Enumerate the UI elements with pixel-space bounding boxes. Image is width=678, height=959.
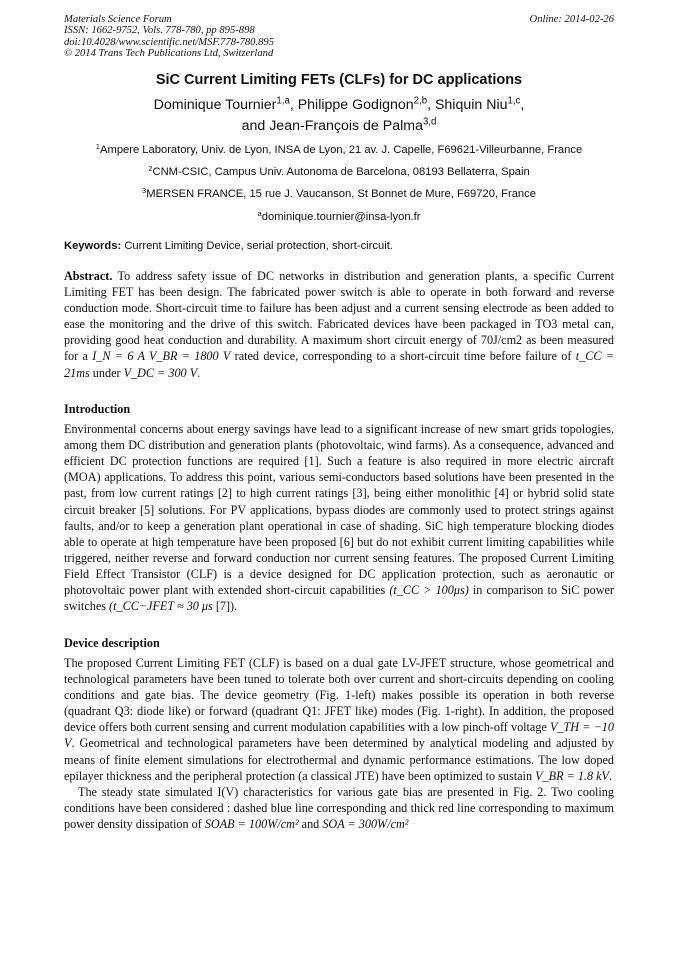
author-name: and Jean-François de Palma — [241, 117, 423, 134]
author-list: Dominique Tournier$^{1,a}$, Philippe Godignon$^{2,b}$, Shiquin Niu$^{1,c}$, and Jean-François de Palma$^{3,d}$ — [153, 95, 525, 134]
math-inline: I_N = 6 A V_BR = 1800 V — [92, 349, 231, 364]
math-inline: (t_CC−JFET ≈ 30 μs — [109, 599, 213, 614]
math-inline: SOA = 300W/cm² — [322, 817, 409, 832]
online-date: Online: 2014-02-26 — [529, 14, 614, 25]
author-name: Shiquin Niu — [434, 96, 508, 113]
issn-line: ISSN: 1662-9752, Vols. 778-780, pp 895-898 — [64, 25, 255, 37]
device-paragraph-1: The proposed Current Limiting FET (CLF) is based on a dual gate LV-JFET structure, whose geometrical and technological parameters have been tuned to tolerate both over current and short-circuits depending on cooling conditions and gate bias. The device geometry (Fig. 1-left) makes possible its operation in both reverse (quadrant Q3: diode like) or forward (quadrant Q1: JFET like) modes (Fig. 1-right). In addition, the proposed device offers both current sensing and current modulation capabilities with a low pinch-off voltage V_TH = −10 V. Geometrical and technological parameters have been determined by analytical modeling and adjusted by means of finite element simulations for electrothermal and dynamic performance estimations. The low doped epilayer thickness and the peripheral protection (a classical JTE) have been optimized to sustain V_BR = 1.8 kV. — [64, 655, 614, 783]
math-inline: SOAB = 100W/cm² — [204, 817, 299, 832]
author-name: Dominique Tournier — [153, 96, 277, 113]
keywords-text: Current Limiting Device, serial protection, short-circuit. — [124, 239, 393, 252]
author-affil-sup: 2,b — [413, 95, 428, 107]
keywords-label: Keywords: — [64, 239, 122, 252]
math-inline: V_TH = −10 V — [64, 720, 614, 751]
copyright-line: © 2014 Trans Tech Publications Ltd, Switzerland — [64, 48, 274, 60]
journal-name: Materials Science Forum — [64, 14, 172, 25]
author-affil-sup: 1,a — [276, 95, 290, 107]
section-heading-device-description: Device description — [64, 635, 160, 650]
math-inline: t_CC = 21ms — [64, 349, 615, 380]
section-heading-introduction: Introduction — [64, 401, 131, 416]
math-inline: (t_CC > 100μs) — [389, 583, 469, 598]
device-paragraph-2: The steady state simulated I(V) characteristics for various gate bias are presented in Fig. 2. Two cooling conditions have been considered : dashed blue line corresponding and thick red line corresponding to maximum power density dissipation of SOAB = 100W/cm² and SOA = 300W/cm² — [64, 784, 614, 832]
affiliation-2: $^2$CNM-CSIC, Campus Univ. Autonoma de Barcelona, 08193 Bellaterra, Spain — [148, 163, 530, 178]
journal-header — [64, 14, 614, 60]
affiliation-list — [64, 139, 614, 228]
keywords — [64, 238, 614, 254]
author-affil-sup: 1,c — [507, 95, 521, 107]
author-name: Philippe Godignon — [297, 96, 414, 113]
abstract-label: Abstract. — [64, 268, 113, 283]
math-inline: V_BR = 1.8 kV — [535, 768, 609, 783]
affiliation-3: $^3$MERSEN FRANCE, 15 rue J. Vaucanson, St Bonnet de Mure, F69720, France — [142, 185, 536, 200]
paper-title: SiC Current Limiting FETs (CLFs) for DC applications — [155, 71, 523, 88]
author-email[interactable]: $^a$dominique.tournier@insa-lyon.fr — [257, 208, 421, 223]
affiliation-1: $^1$Ampere Laboratory, Univ. de Lyon, INSA de Lyon, 21 av. J. Capelle, F69621-Villeurbanne, France — [95, 141, 583, 156]
math-inline: V_DC = 300 V — [123, 365, 198, 380]
author-affil-sup: 3,d — [422, 116, 437, 128]
introduction-paragraph: Environmental concerns about energy savings have lead to a significant increase of new smart grids topologies, among them DC distribution and generation plants (photovoltaic, wind farms). As a consequence, advanced and efficient DC protection functions are required [1]. Such a feature is also required in more electric aircraft (MOA) applications. To address this point, various semi-conductors based solutions have been presented in the past, from low current ratings [2] to high current ratings [3], being either monolithic [4] or hybrid solid state circuit breaker [5] solutions. For PV applications, bypass diodes are commonly used to protect strings against faults, and/or to keep a generation plant operational in case of shading. SiC high temperature blocking diodes able to operate at high temperature have been proposed [6] but do not exhibit current limiting capabilities while triggered, neither reverse and forward conduction nor current sensing features. The proposed Current Limiting Field Effect Transistor (CLF) is a device designed for DC application protection, such as aeronautic or photovoltaic power plant with extended short-circuit capabilities (t_CC > 100μs) in comparison to SiC power switches (t_CC−JFET ≈ 30 μs [7]). — [64, 421, 614, 614]
doi-line: doi:10.4028/www.scientific.net/MSF.778-780.895 — [64, 36, 274, 48]
abstract: Abstract. To address safety issue of DC networks in distribution and generation plants, a specific Current Limiting FET has been design. The fabricated power switch is able to operate in both forward and reverse conduction mode. Short-circuit time to failure has been adjust and a current sensing electrode as been added to ease the monitoring and the drive of this switch. Fabricated devices have been packaged in TO3 metal can, providing good heat conduction and durability. A maximum short circuit energy of 70J/cm2 as been measured for a I_N = 6 A V_BR = 1800 V rated device, corresponding to a short-circuit time before failure of t_CC = 21ms under V_DC = 300 V. — [64, 268, 615, 380]
